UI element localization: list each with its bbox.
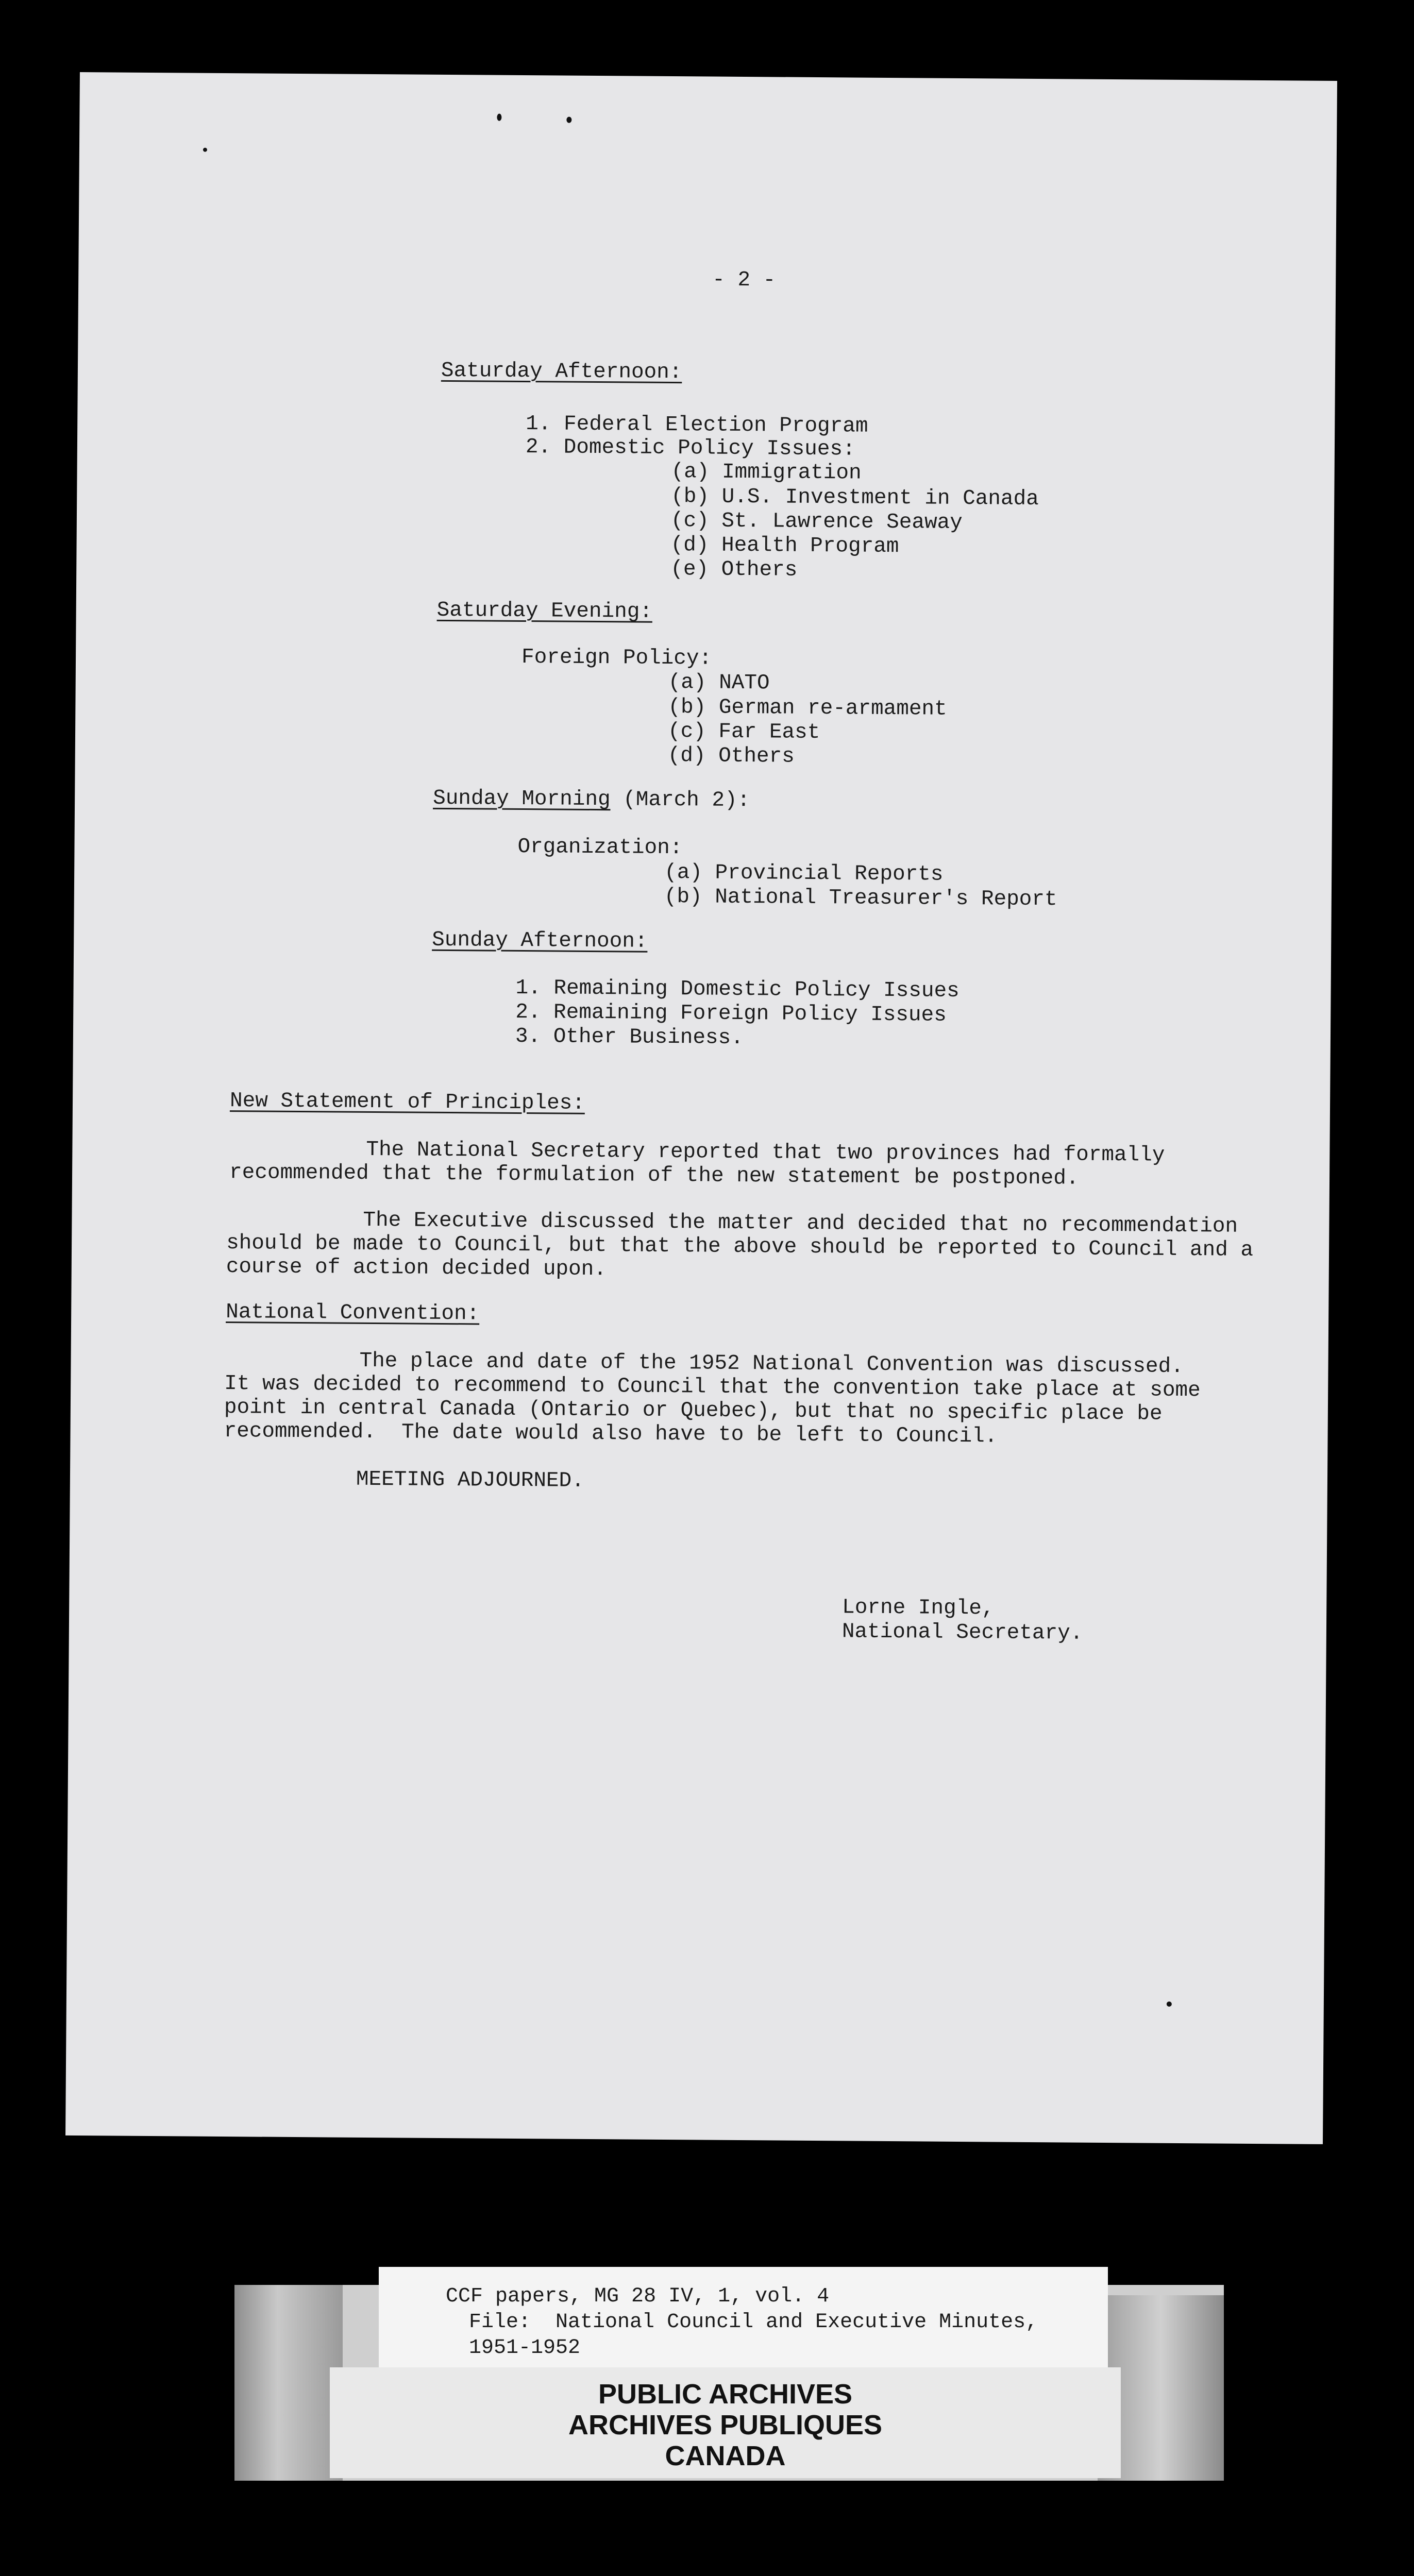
heading-saturday-evening: Saturday Evening: <box>436 598 653 624</box>
archive-label-card <box>379 2267 1108 2372</box>
tape-left <box>234 2285 343 2481</box>
archive-label-line: File: National Council and Executive Minutes, <box>469 2311 1038 2334</box>
paragraph-line: recommended. The date would also have to be left to Council. <box>224 1419 998 1449</box>
list-subitem: (b) German re-armament <box>668 695 947 721</box>
paragraph-line: recommended that the formulation of the new statement be postponed. <box>229 1161 1079 1191</box>
heading-sunday-morning: Sunday Morning <box>433 786 611 812</box>
paragraph-line: course of action decided upon. <box>226 1255 607 1282</box>
ink-speck <box>1167 2002 1172 2007</box>
list-item: 2. Domestic Policy Issues: <box>525 435 855 462</box>
section-intro: Foreign Policy: <box>521 646 712 671</box>
archive-label-line: CCF papers, MG 28 IV, 1, vol. 4 <box>446 2285 830 2308</box>
heading-new-statement-of-principles: New Statement of Principles: <box>229 1089 585 1115</box>
list-subitem: (d) Health Program <box>670 533 899 559</box>
ink-speck <box>203 148 207 152</box>
archive-stamp-line: CANADA <box>665 2441 786 2471</box>
list-subitem: (c) Far East <box>667 719 820 745</box>
list-item: 1. Remaining Domestic Policy Issues <box>515 976 959 1003</box>
heading-saturday-afternoon: Saturday Afternoon: <box>441 359 682 385</box>
heading-sunday-morning-line <box>433 788 750 811</box>
ink-speck <box>566 117 571 123</box>
list-subitem: (c) St. Lawrence Seaway <box>670 509 963 535</box>
list-subitem: (d) Others <box>667 743 795 769</box>
archive-stamp-line: PUBLIC ARCHIVES <box>598 2379 853 2410</box>
paragraph-line: The National Secretary reported that two provinces had formally <box>366 1138 1165 1167</box>
paragraph-line: It was decided to recommend to Council that the convention take place at some <box>224 1372 1201 1403</box>
list-subitem: (a) Provincial Reports <box>664 860 944 887</box>
ink-speck <box>497 114 501 121</box>
signature-name: Lorne Ingle, <box>842 1596 995 1621</box>
meeting-adjourned: MEETING ADJOURNED. <box>356 1467 584 1493</box>
paragraph-line: should be made to Council, but that the above should be reported to Council and a <box>226 1231 1254 1262</box>
list-subitem: (b) National Treasurer's Report <box>664 885 1057 912</box>
signature-title: National Secretary. <box>841 1620 1083 1646</box>
document-page <box>65 72 1337 2144</box>
section-intro: Organization: <box>517 835 683 860</box>
heading-sunday-afternoon: Sunday Afternoon: <box>432 928 648 954</box>
heading-sunday-morning-date: (March 2): <box>610 788 750 813</box>
paragraph-line: point in central Canada (Ontario or Quebec), but that no specific place be <box>224 1396 1163 1426</box>
paragraph-line: The Executive discussed the matter and decided that no recommendation <box>363 1208 1238 1239</box>
list-subitem: (b) U.S. Investment in Canada <box>671 485 1039 512</box>
list-subitem: (a) NATO <box>668 671 770 696</box>
list-item: 3. Other Business. <box>515 1024 744 1050</box>
heading-national-convention: National Convention: <box>226 1300 480 1326</box>
list-item: 2. Remaining Foreign Policy Issues <box>515 1000 947 1027</box>
archive-label-line: 1951-1952 <box>469 2336 581 2360</box>
archive-stamp-line: ARCHIVES PUBLIQUES <box>568 2410 883 2441</box>
archive-stamp <box>330 2367 1121 2478</box>
page-number: - 2 - <box>712 268 776 293</box>
paragraph-line: The place and date of the 1952 National Convention was discussed. <box>359 1349 1184 1379</box>
list-subitem: (e) Others <box>670 557 798 582</box>
list-subitem: (a) Immigration <box>671 460 862 485</box>
list-item: 1. Federal Election Program <box>526 412 868 438</box>
